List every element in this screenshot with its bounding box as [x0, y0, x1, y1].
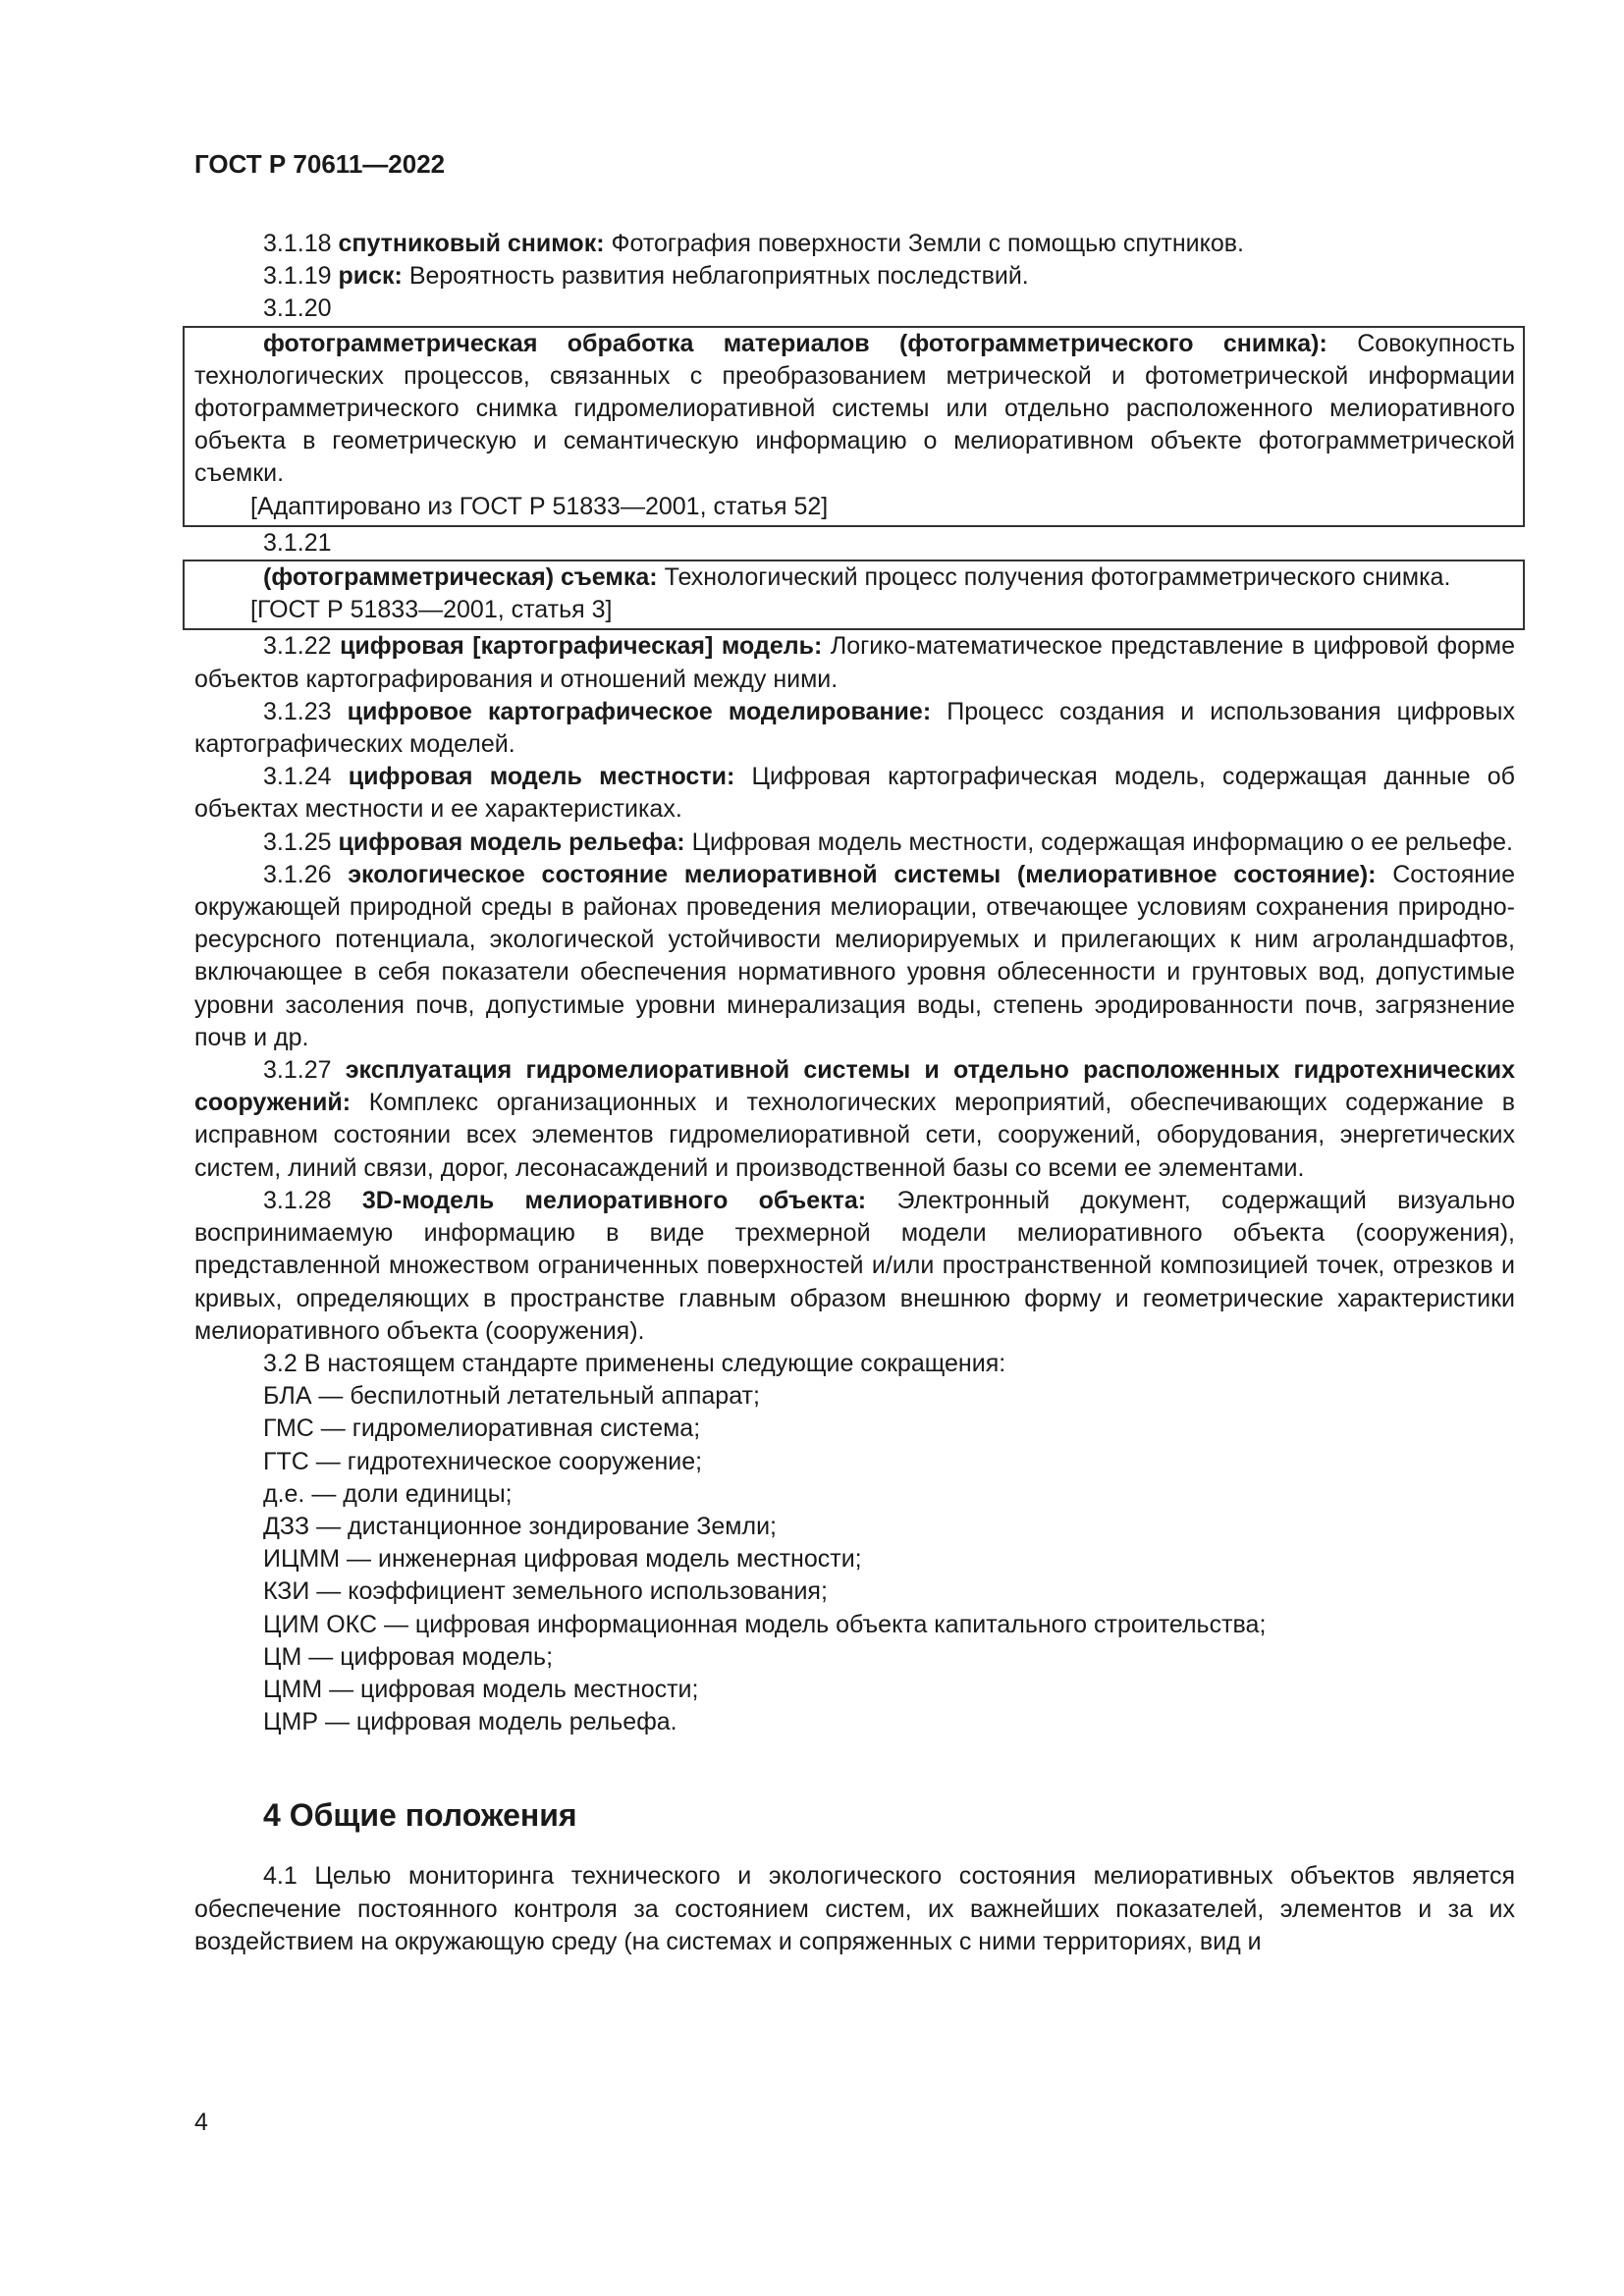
definition-number-3-1-20: 3.1.20 — [263, 294, 332, 323]
document-body — [194, 228, 1515, 1958]
source-reference: [ГОСТ Р 51833—2001, статья 3] — [250, 596, 613, 624]
term: (фотограмметрическая) съемка: — [263, 563, 658, 592]
paragraph-4-1: 4.1 Целью мониторинга технического и экологического состояния мелиоративных объектов является обеспечение постоянного контроля за состоянием систем, их важнейших показателей, элементов и за их воздействием на окружающую среду (на системах и сопряженных с ними территориях, вид и — [194, 1862, 1515, 1955]
abbreviation-item: ЦИМ ОКС — цифровая информационная модель объекта капитального строительства; — [263, 1610, 1267, 1638]
term: экологическое состояние мелиоративной системы (мелиоративное состояние): — [348, 860, 1377, 888]
definition-3-1-27: 3.1.27 эксплуатация гидромелиоративной системы и отдельно расположенных гидротехнических сооружений: Комплекс организационных и технологических мероприятий, обеспечивающих содержание в исправном состоянии всех элементов гидромелиоративной сети, сооружений, оборудования, энергетических систем, линий связи, дорог, лесонасаждений и производственной базы со всеми ее элементами. — [194, 1056, 1515, 1182]
definition-3-1-23: 3.1.23 цифровое картографическое моделирование: Процесс создания и использования цифровых картографических моделей. — [194, 697, 1516, 759]
abbreviation-item: д.е. — доли единицы; — [263, 1479, 513, 1508]
term: фотограмметрическая обработка материалов (фотограмметрического снимка): — [263, 329, 1327, 357]
abbreviation-item: ЦМ — цифровая модель; — [263, 1642, 554, 1671]
abbreviation-item: ИЦММ — инженерная цифровая модель местности; — [263, 1545, 862, 1574]
abbreviation-item: ГТС — гидротехническое сооружение; — [263, 1447, 703, 1475]
term: цифровое картографическое моделирование: — [347, 697, 932, 725]
definition-box-3-1-20: фотограмметрическая обработка материалов (фотограмметрического снимка): Совокупность технологических процессов, связанных с преобразованием метрической и фотометрической информации фотограмметрического снимка гидромелиоративной системы или отдельно расположенного мелиоративного объекта в геометрическую и семантическую информацию о мелиоративном объекте фотограмметрической съемки. [Адаптировано из ГОСТ Р 51833—2001, статья 52] — [183, 326, 1525, 527]
abbreviations-intro: 3.2 В настоящем стандарте применены следующие сокращения: — [263, 1349, 1006, 1377]
abbreviation-item: КЗИ — коэффициент земельного использования; — [263, 1577, 828, 1606]
abbreviation-item: БЛА — беспилотный летательный аппарат; — [263, 1382, 760, 1411]
term: цифровая [картографическая] модель: — [340, 632, 823, 661]
definition-box-3-1-21: (фотограмметрическая) съемка: Технологический процесс получения фотограмметрического снимка. [ГОСТ Р 51833—2001, статья 3] — [183, 560, 1525, 630]
abbreviation-item: ДЗЗ — дистанционное зондирование Земли; — [263, 1512, 777, 1540]
abbreviation-item: ЦММ — цифровая модель местности; — [263, 1675, 699, 1703]
source-reference: [Адаптировано из ГОСТ Р 51833—2001, статья 52] — [250, 492, 829, 520]
term: эксплуатация гидромелиоративной системы и отдельно расположенных гидротехнических сооружений: — [194, 1056, 1515, 1117]
abbreviation-item: ГМС — гидромелиоративная система; — [263, 1415, 701, 1443]
page-header: ГОСТ Р 70611—2022 — [194, 149, 446, 179]
term: цифровая модель местности: — [348, 763, 735, 791]
abbreviation-item: ЦМР — цифровая модель рельефа. — [263, 1708, 677, 1736]
term: цифровая модель рельефа: — [338, 828, 685, 856]
page-number: 4 — [194, 2109, 208, 2136]
definition-3-1-22: 3.1.22 цифровая [картографическая] модель: Логико-математическое представление в цифровой форме объектов картографирования и отношений между ними. — [194, 632, 1515, 693]
definition-number-3-1-21: 3.1.21 — [263, 528, 332, 557]
definition-3-1-28: 3.1.28 3D-модель мелиоративного объекта: Электронный документ, содержащий визуально воспринимаемую информацию в виде трехмерной модели мелиоративного объекта (сооружения), представленной множеством ограниченных поверхностей и/или пространственной композицией точек, отрезков и кривых, определяющих в пространстве главным образом внешнюю форму и геометрические характеристики мелиоративного объекта (сооружения). — [194, 1186, 1515, 1345]
definition-3-1-24: 3.1.24 цифровая модель местности: Цифровая картографическая модель, содержащая данные об объектах местности и ее характеристиках. — [194, 763, 1515, 824]
definition-3-1-19: 3.1.19 риск: Вероятность развития неблагоприятных последствий. — [263, 262, 1029, 291]
term: спутниковый снимок: — [338, 230, 605, 257]
section-heading: 4 Общие положения — [263, 1797, 577, 1834]
term: 3D-модель мелиоративного объекта: — [361, 1186, 867, 1214]
term: риск: — [338, 262, 403, 291]
definition-3-1-18: 3.1.18 спутниковый снимок: Фотография поверхности Земли с помощью спутников. — [263, 230, 1244, 257]
definition-3-1-26: 3.1.26 экологическое состояние мелиоративной системы (мелиоративное состояние): Состояние окружающей природной среды в районах проведения мелиорации, отвечающее условиям сохранения природно-ресурсного потенциала, экологической устойчивости мелиорируемых и прилегающих к ним агроландшафтов, включающее в себя показатели обеспечения нормативного уровня облесенности и грунтовых вод, допустимые уровни засоления почв, допустимые уровни минерализация воды, степень эродированности почв, загрязнение почв и др. — [194, 860, 1515, 1051]
definition-3-1-25: 3.1.25 цифровая модель рельефа: Цифровая модель местности, содержащая информацию о ее рельефе. — [263, 828, 1513, 856]
